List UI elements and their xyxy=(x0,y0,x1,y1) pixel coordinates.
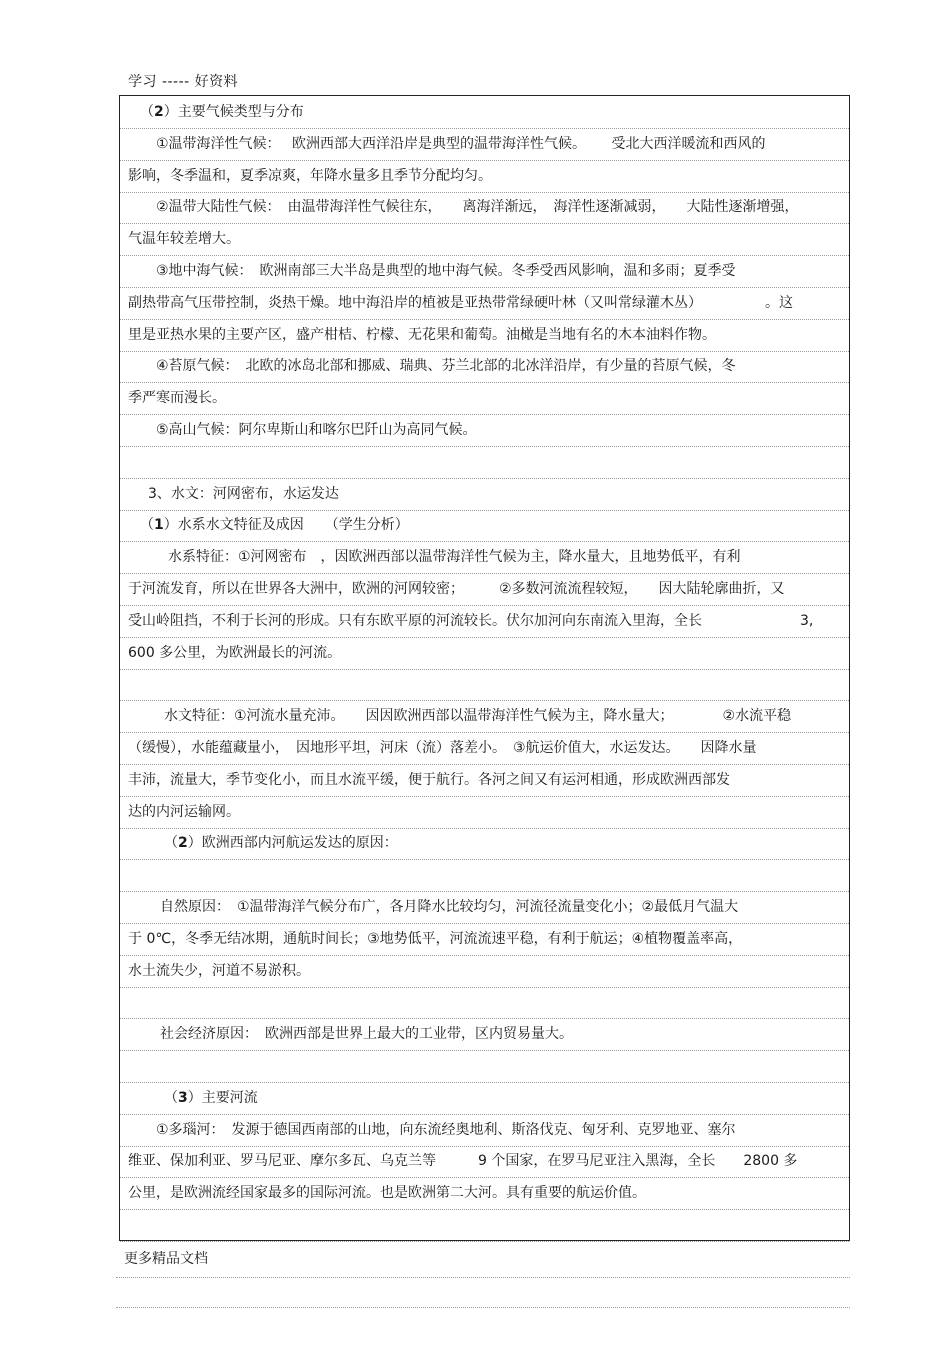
text-line: ③地中海气候： 欧洲南部三大半岛是典型的地中海气候。冬季受西风影响，温和多雨；夏季受 xyxy=(156,263,736,279)
text-line: 气温年较差增大。 xyxy=(128,231,240,248)
dotted-rule xyxy=(120,923,849,924)
text-line: 里是亚热水果的主要产区，盛产柑桔、柠檬、无花果和葡萄。油橄是当地有名的木本油料作物。 xyxy=(128,326,716,343)
line-text: ）水系水文特征及成因 （学生分析） xyxy=(163,517,409,534)
dotted-rule xyxy=(120,764,849,765)
dotted-rule xyxy=(120,669,849,670)
text-line: 自然原因： ①温带海洋气候分布广，各月降水比较均匀，河流径流量变化小；②最低月气温大 xyxy=(160,899,739,915)
dotted-rule xyxy=(120,255,849,256)
section-number: 2 xyxy=(154,104,164,120)
text-line: 社会经济原因： 欧洲西部是世界上最大的工业带，区内贸易量大。 xyxy=(160,1026,573,1043)
dotted-rule xyxy=(120,128,849,129)
dotted-rule xyxy=(120,796,849,797)
text-line: 季严寒而漫长。 xyxy=(128,390,226,407)
dotted-rule xyxy=(120,859,849,860)
dotted-rule xyxy=(120,414,849,415)
dotted-rule xyxy=(120,223,849,224)
dotted-rule xyxy=(120,1177,849,1178)
text-line: 600 多公里，为欧洲最长的河流。 xyxy=(128,644,342,661)
dotted-rule xyxy=(120,319,849,320)
text-line: ②温带大陆性气候： 由温带海洋性气候往东， 离海洋渐远， 海洋性逐渐减弱， 大陆性逐渐增强， xyxy=(156,199,799,216)
text-line: 水土流失少，河道不易淤积。 xyxy=(128,962,310,979)
dotted-rule xyxy=(120,1114,849,1115)
page-footer: 更多精品文档 xyxy=(124,1251,208,1267)
section-number: 2 xyxy=(178,835,188,852)
line-text: ）欧洲西部内河航运发达的原因： xyxy=(187,835,398,852)
text-line: 副热带高气压带控制，炎热干燥。地中海沿岸的植被是亚热带常绿硬叶林（又叫常绿灌木丛） 。这 xyxy=(128,294,793,311)
text-line xyxy=(128,515,853,535)
dotted-rule xyxy=(120,891,849,892)
dotted-rule xyxy=(120,510,849,511)
text-line: 受山岭阻挡，不利于长河的形成。只有东欧平原的河流较长。伏尔加河向东南流入里海，全长 3, xyxy=(128,612,814,629)
text-line: 丰沛，流量大，季节变化小，而且水流平缓，便于航行。各河之间又有运河相通，形成欧洲西部发 xyxy=(128,771,730,788)
footer-rule-1 xyxy=(116,1277,850,1278)
line-text: ）主要河流 xyxy=(187,1089,258,1106)
text-line: 于河流发育，所以在世界各大洲中，欧洲的河网较密； ②多数河流流程较短， 因大陆轮廓曲折，又 xyxy=(128,581,785,597)
dotted-rule xyxy=(120,637,849,638)
dotted-rule xyxy=(120,446,849,447)
text-line: ⑤高山气候：阿尔卑斯山和喀尔巴阡山为高同气候。 xyxy=(156,422,477,438)
dotted-rule xyxy=(120,987,849,988)
dotted-rule xyxy=(120,351,849,352)
text-line xyxy=(128,833,877,853)
section-number: 3 xyxy=(178,1089,188,1106)
text-line: 于 0℃，冬季无结冰期，通航时间长；③地势低平，河流流速平稳，有利于航运；④植物覆盖率高， xyxy=(128,930,743,947)
text-line: ①温带海洋性气候： 欧洲西部大西洋沿岸是典型的温带海洋性气候。 受北大西洋暖流和西风的 xyxy=(156,135,766,152)
dotted-rule xyxy=(120,955,849,956)
dotted-rule xyxy=(120,828,849,829)
dotted-rule xyxy=(120,1018,849,1019)
dotted-rule xyxy=(120,160,849,161)
text-line: 达的内河运输网。 xyxy=(128,803,240,820)
section-number: 1 xyxy=(154,517,164,534)
line-prefix: （ xyxy=(164,1089,178,1106)
text-line xyxy=(128,1088,877,1108)
dotted-rule xyxy=(120,1050,849,1051)
dotted-rule xyxy=(120,1082,849,1083)
text-line: 水系特征：①河网密布 ，因欧洲西部以温带海洋性气候为主，降水量大，且地势低平，有利 xyxy=(168,549,741,566)
line-prefix: （ xyxy=(140,517,154,534)
dotted-rule xyxy=(120,382,849,383)
line-text: ）主要气候类型与分布 xyxy=(163,104,304,120)
dotted-rule xyxy=(120,478,849,479)
dotted-rule xyxy=(120,605,849,606)
dotted-rule xyxy=(120,192,849,193)
dotted-rule xyxy=(120,1241,849,1242)
dotted-rule xyxy=(120,1209,849,1210)
text-line xyxy=(128,102,853,122)
line-prefix: （ xyxy=(140,104,154,120)
footer-rule-2 xyxy=(116,1307,850,1308)
line-prefix: （ xyxy=(164,835,178,852)
dotted-rule xyxy=(120,573,849,574)
dotted-rule xyxy=(120,1146,849,1147)
dotted-rule xyxy=(120,732,849,733)
text-line: （缓慢），水能蕴藏量小， 因地形平坦，河床（流）落差小。 ③航运价值大，水运发达。 因降水量 xyxy=(128,740,757,756)
page-header: 学习 ----- 好资料 xyxy=(128,74,239,90)
dotted-rule xyxy=(120,287,849,288)
text-line: 公里，是欧洲流经国家最多的国际河流。也是欧洲第二大河。具有重要的航运价值。 xyxy=(128,1185,646,1202)
text-line: 水文特征：①河流水量充沛。 因因欧洲西部以温带海洋性气候为主，降水量大； ②水流平稳 xyxy=(164,708,792,725)
text-line: 维亚、保加利亚、罗马尼亚、摩尔多瓦、乌克兰等 9 个国家，在罗马尼亚注入黑海，全长 2800 多 xyxy=(128,1153,798,1170)
text-line: ④苔原气候： 北欧的冰岛北部和挪威、瑞典、芬兰北部的北冰洋沿岸，有少量的苔原气候，冬 xyxy=(156,358,736,375)
dotted-rule xyxy=(120,700,849,701)
text-line: ①多瑙河： 发源于德国西南部的山地，向东流经奥地利、斯洛伐克、匈牙利、克罗地亚、塞尔 xyxy=(156,1121,736,1138)
text-line: 影响，冬季温和，夏季凉爽，年降水量多且季节分配均匀。 xyxy=(128,167,492,184)
dotted-rule xyxy=(120,541,849,542)
text-line: 3、水文：河网密布，水运发达 xyxy=(148,485,339,502)
